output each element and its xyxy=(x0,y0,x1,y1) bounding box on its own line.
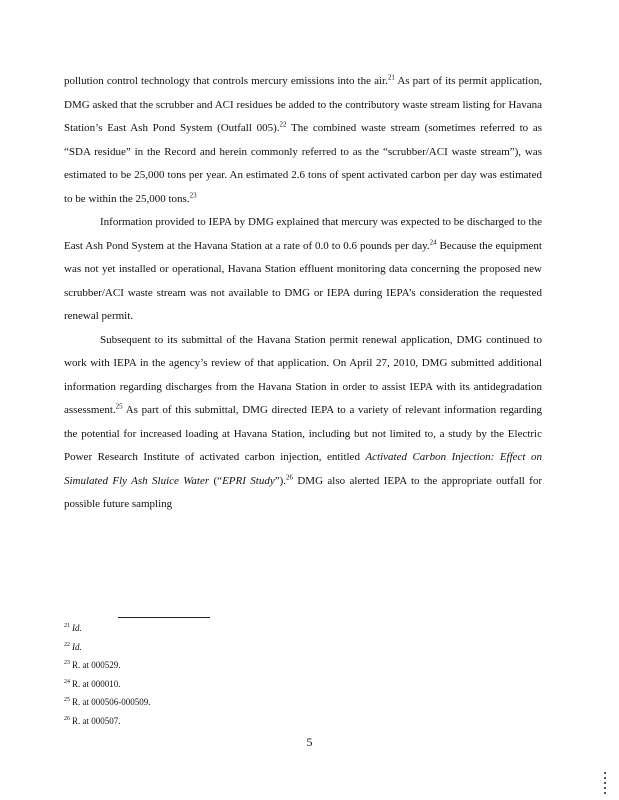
footnote-reference: 26 xyxy=(286,472,293,481)
footnote-text: Id. xyxy=(72,623,82,633)
footnote-text: Id. xyxy=(72,641,82,652)
text-segment: As part of its permit application, DMG asked that the scrubber and ACI residues be added to the contributory waste stream listing for Havana Station’s East Ash Pond System (Outfall 005). xyxy=(64,75,542,134)
text-segment: ”). xyxy=(274,474,286,487)
page-number: 5 xyxy=(306,735,313,749)
footnote-text: R. at 000010. xyxy=(72,678,121,689)
text-segment: Subsequent to its submittal of the Havana Station permit renewal application, DMG continued to work with IEPA in the agency’s review of that application. On April 27, 2010, DMG submitted additional information regarding discharges from the Havana Station in order to assist IEPA with its antidegradation assessment. xyxy=(64,333,542,416)
footnote-separator xyxy=(118,617,210,618)
body-text xyxy=(64,70,542,517)
scan-edge-marks xyxy=(604,772,606,794)
footnote xyxy=(64,638,364,657)
footnote xyxy=(64,675,364,694)
footnote-text: R. at 000506-000509. xyxy=(72,697,151,707)
footnote-text: R. at 000529. xyxy=(72,660,121,670)
text-segment: (“ xyxy=(209,474,223,487)
paragraph-2 xyxy=(64,211,542,329)
footnote-reference: 23 xyxy=(189,190,197,199)
footnote-number: 23 xyxy=(64,660,70,666)
footnote-reference: 22 xyxy=(279,120,287,129)
footnote-number: 24 xyxy=(64,678,70,685)
footnote-number: 25 xyxy=(64,697,70,703)
footnote xyxy=(64,619,364,638)
italic-text: Activated Carbon Injection: Effect on Simulated Fly Ash Sluice Water xyxy=(64,451,542,487)
footnote-number: 21 xyxy=(64,623,70,629)
footnotes-list xyxy=(64,619,364,730)
text-segment: Because the equipment was not yet installed or operational, Havana Station effluent monitoring data concerning the proposed new scrubber/ACI waste stream was not available to DMG or IEPA during IEPA’s consideration the requested renewal permit. xyxy=(64,239,542,322)
text-segment: pollution control technology that controls mercury emissions into the air. xyxy=(64,75,388,87)
text-segment: Information provided to IEPA by DMG explained that mercury was expected to be discharged to the East Ash Pond System at the Havana Station at a rate of 0.0 to 0.6 pounds per day. xyxy=(64,216,542,252)
text-segment: The combined waste stream (sometimes referred to as “SDA residue” in the Record and herein commonly referred to as the “scrubber/ACI waste stream”), was estimated to be 25,000 tons per year. An estimated 2.6 tons of spent activated carbon per day was estimated to be within the 25,000 tons. xyxy=(64,122,542,205)
footnote-reference: 25 xyxy=(115,402,123,411)
footnote-number: 26 xyxy=(64,715,70,722)
footnote xyxy=(64,712,364,731)
italic-text: EPRI Study xyxy=(222,474,275,487)
footnote-text: R. at 000507. xyxy=(72,715,121,726)
paragraph-3 xyxy=(64,329,542,517)
text-segment: As part of this submittal, DMG directed IEPA to a variety of relevant information regarding the potential for increased loading at Havana Station, including but not limited to, a study by the Electric Power Research Institute of activated carbon injection, entitled xyxy=(64,404,542,463)
paragraph-1 xyxy=(64,70,542,211)
footnote xyxy=(64,656,364,675)
footnote-reference: 21 xyxy=(387,73,395,82)
footnote xyxy=(64,693,364,712)
text-segment: DMG also alerted IEPA to the appropriate outfall for possible future sampling xyxy=(64,474,543,510)
footnote-number: 22 xyxy=(64,641,70,648)
footnote-reference: 24 xyxy=(429,237,437,246)
